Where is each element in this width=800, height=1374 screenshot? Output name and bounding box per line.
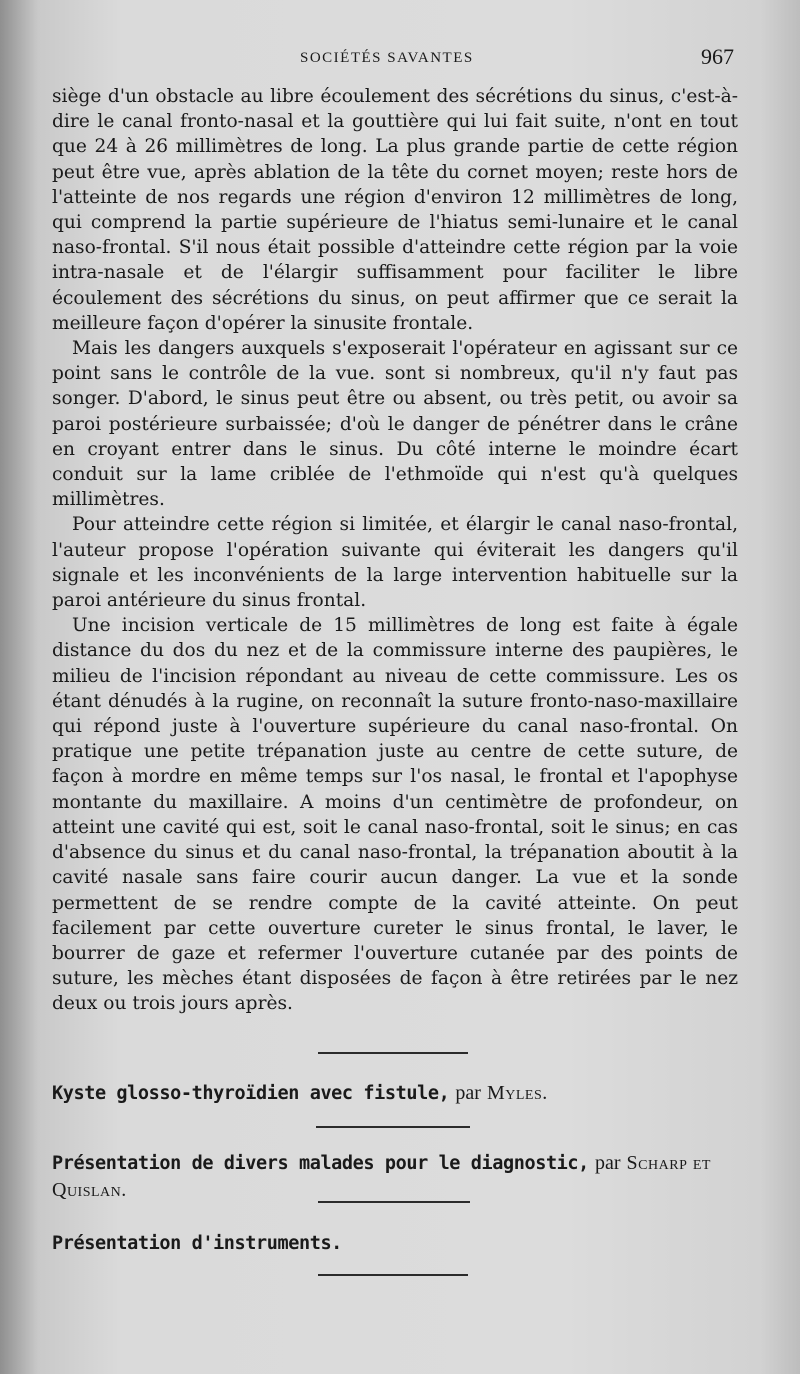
section-heading-presentation-malades: [52, 1150, 752, 1204]
section-title: Présentation de divers malades pour le diagnostic,: [52, 1153, 589, 1174]
section-title: Kyste glosso-thyroïdien avec fistule,: [52, 1083, 450, 1104]
article-body: [52, 84, 738, 1017]
section-author: Myles.: [486, 1082, 548, 1104]
paragraph-4: Une incision verticale de 15 millimètres de long est faite à égale distance du dos du nez et de la commissure interne des paupières, le milieu de l'incision répondant au niveau de cette commissure. Les os étant dénudés à la rugine, on reconnaît la suture fronto-naso-maxillaire qui répond juste à l'ouverture supérieure du canal naso-frontal. On pratique une petite trépanation juste au centre de cette suture, de façon à mordre en même temps sur l'os nasal, le frontal et l'apophyse montante du maxillaire. A moins d'un centimètre de profondeur, on atteint une cavité qui est, soit le canal naso-frontal, soit le sinus; en cas d'absence du sinus et du canal naso-frontal, la trépanation aboutit à la cavité nasale sans faire courir aucun danger. La vue et la sonde permettent de se rendre compte de la cavité atteinte. On peut facilement par cette ouverture cureter le sinus frontal, le laver, le bourrer de gaze et refermer l'ouverture cutanée par des points de suture, les mèches étant disposées de façon à être retirées par le nez deux ou trois jours après.: [52, 615, 738, 1015]
running-title: SOCIÉTÉS SAVANTES: [300, 50, 474, 66]
section-heading-instruments: [52, 1230, 752, 1257]
paragraph-2: Mais les dangers auxquels s'exposerait l'opérateur en agissant sur ce point sans le contrôle de la vue. sont si nombreux, qu'il n'y faut pas songer. D'abord, le sinus peut être ou absent, ou très petit, ou avoir sa paroi postérieure surbaissée; d'où le danger de pénétrer dans le crâne en croyant entrer dans le sinus. Du côté interne le moindre écart conduit sur la lame criblée de l'ethmoïde qui n'est qu'à quelques millimètres.: [52, 338, 738, 511]
section-divider: [318, 1274, 468, 1276]
section-divider: [318, 1201, 470, 1203]
section-heading-kyste: [52, 1080, 752, 1107]
page-header: [0, 44, 800, 74]
section-divider: [316, 1126, 470, 1128]
paragraph-1: siège d'un obstacle au libre écoulement des sécrétions du sinus, c'est-à-dire le canal fronto-nasal et la gouttière qui lui fait suite, n'ont en tout que 24 à 26 millimètres de long. La plus grande partie de cette région peut être vue, après ablation de la tête du cornet moyen; reste hors de l'atteinte de nos regards une région d'environ 12 millimètres de long, qui comprend la partie supérieure de l'hiatus semi-lunaire et le canal naso-frontal. S'il nous était possible d'atteindre cette région par la voie intra-nasale et de l'élargir suffisamment pour faciliter le libre écoulement des sécrétions du sinus, on peut affirmer que ce serait la meilleure façon d'opérer la sinusite frontale.: [52, 86, 738, 334]
section-by: par: [455, 1082, 481, 1104]
section-title: Présentation d'instruments.: [52, 1233, 342, 1254]
paragraph-3: Pour atteindre cette région si limitée, et élargir le canal naso-frontal, l'auteur propose l'opération suivante qui éviterait les dangers qu'il signale et les inconvénients de la large intervention habituelle sur la paroi antérieure du sinus frontal.: [52, 514, 738, 612]
section-by: par: [594, 1152, 621, 1174]
page-number: 967: [701, 44, 734, 69]
section-author: Scharp et Quislan.: [52, 1152, 711, 1201]
section-divider: [318, 1052, 468, 1054]
